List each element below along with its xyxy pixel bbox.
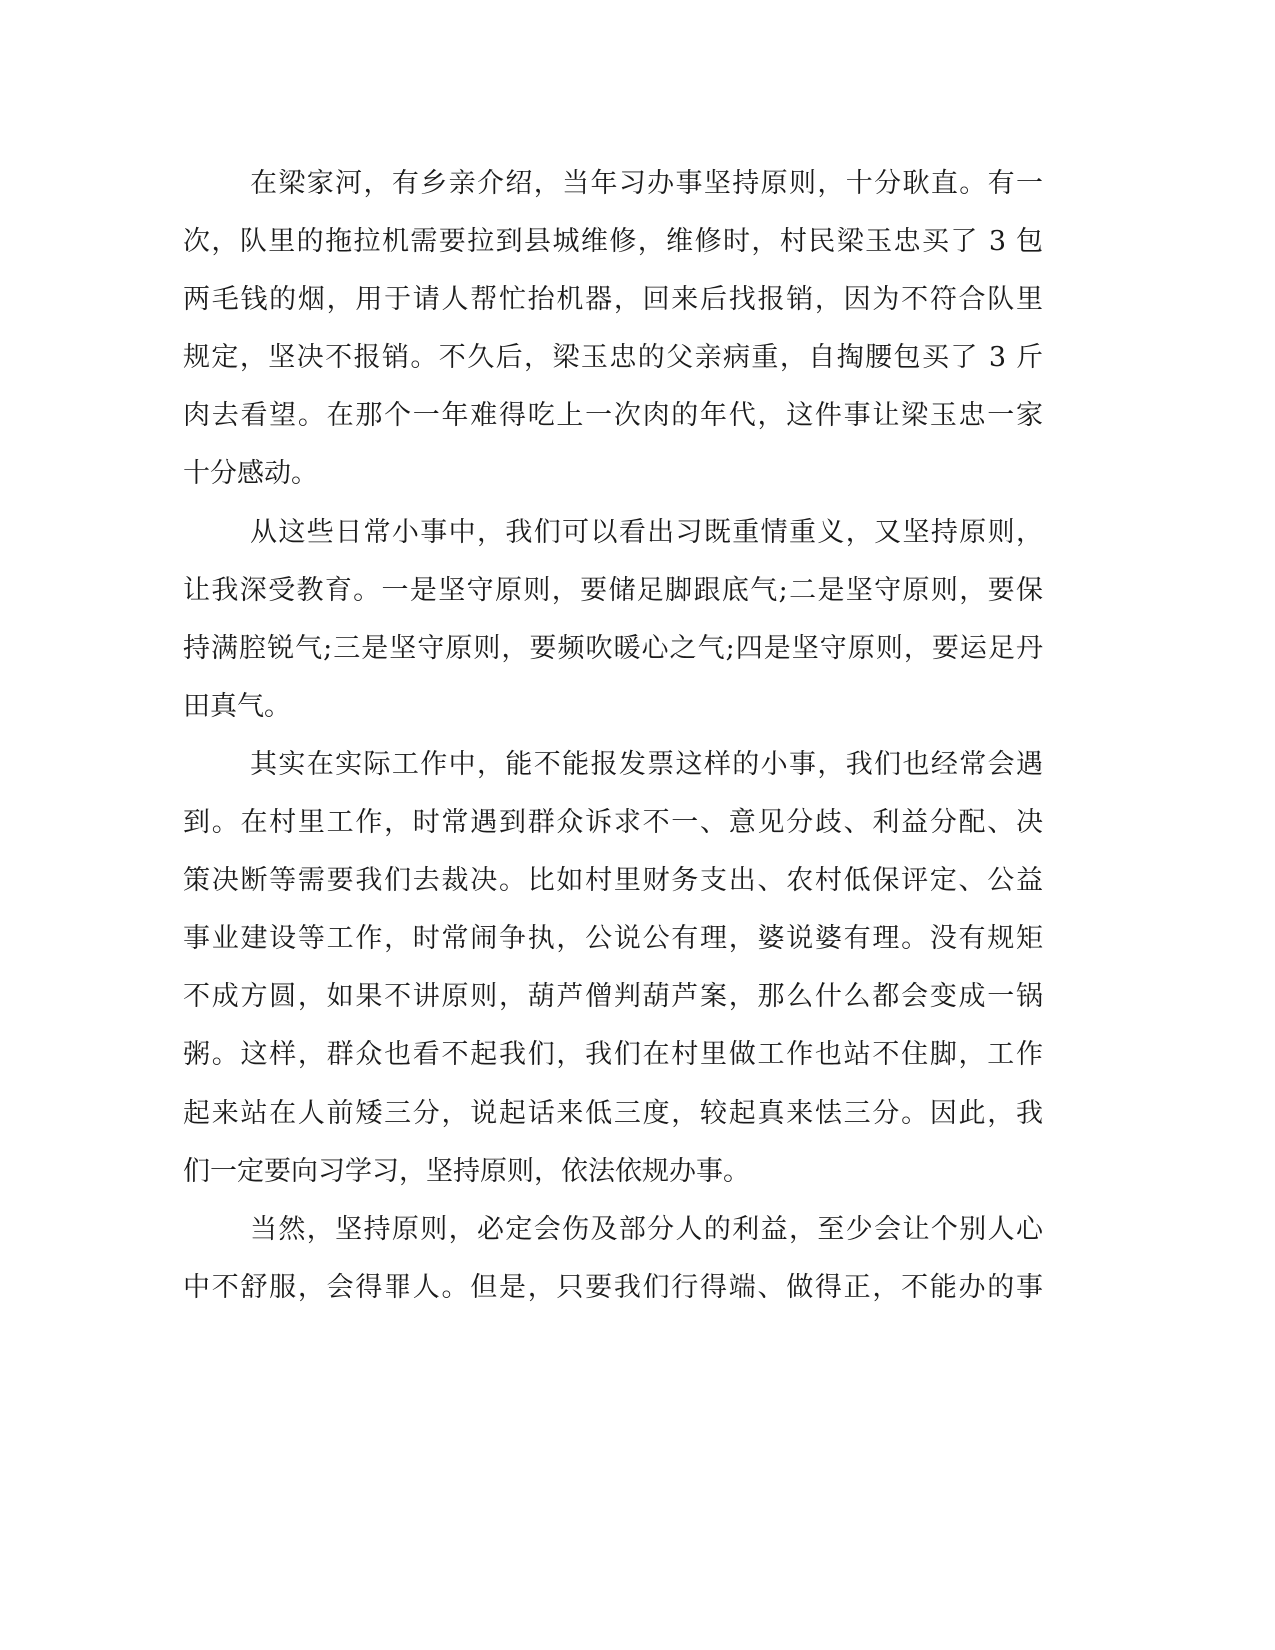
text-line: 十分感动。 bbox=[183, 458, 318, 490]
paragraph bbox=[183, 736, 1043, 1201]
paragraph bbox=[183, 155, 1043, 504]
text-line: 粥。这样，群众也看不起我们，我们在村里做工作也站不住脚，工作 bbox=[183, 1039, 1043, 1071]
document-body bbox=[183, 155, 1043, 1317]
text-line: 策决断等需要我们去裁决。比如村里财务支出、农村低保评定、公益 bbox=[183, 865, 1043, 897]
text-line: 当然，坚持原则，必定会伤及部分人的利益，至少会让个别人心 bbox=[250, 1213, 1043, 1245]
text-line: 从这些日常小事中，我们可以看出习既重情重义，又坚持原则， bbox=[250, 516, 1043, 548]
text-line: 们一定要向习学习，坚持原则，依法依规办事。 bbox=[183, 1155, 750, 1187]
text-line: 规定，坚决不报销。不久后，梁玉忠的父亲病重，自掏腰包买了 3 斤 bbox=[183, 342, 1043, 374]
paragraph bbox=[183, 1201, 1043, 1317]
text-line: 不成方圆，如果不讲原则，葫芦僧判葫芦案，那么什么都会变成一锅 bbox=[183, 981, 1043, 1013]
text-line: 中不舒服，会得罪人。但是，只要我们行得端、做得正，不能办的事 bbox=[183, 1271, 1043, 1303]
paragraph bbox=[183, 504, 1043, 736]
text-line: 到。在村里工作，时常遇到群众诉求不一、意见分歧、利益分配、决 bbox=[183, 807, 1043, 839]
text-line: 次，队里的拖拉机需要拉到县城维修，维修时，村民梁玉忠买了 3 包 bbox=[183, 226, 1043, 258]
text-line: 起来站在人前矮三分，说起话来低三度，较起真来怯三分。因此，我 bbox=[183, 1097, 1043, 1129]
text-line: 在梁家河，有乡亲介绍，当年习办事坚持原则，十分耿直。有一 bbox=[250, 168, 1043, 199]
text-line: 持满腔锐气;三是坚守原则，要频吹暖心之气;四是坚守原则，要运足丹 bbox=[183, 632, 1043, 664]
text-line: 让我深受教育。一是坚守原则，要储足脚跟底气;二是坚守原则，要保 bbox=[183, 574, 1043, 606]
text-line: 其实在实际工作中，能不能报发票这样的小事，我们也经常会遇 bbox=[250, 748, 1043, 780]
text-line: 事业建设等工作，时常闹争执，公说公有理，婆说婆有理。没有规矩 bbox=[183, 923, 1043, 955]
text-line: 田真气。 bbox=[183, 690, 291, 722]
text-line: 两毛钱的烟，用于请人帮忙抬机器，回来后找报销，因为不符合队里 bbox=[183, 284, 1043, 316]
text-line: 肉去看望。在那个一年难得吃上一次肉的年代，这件事让梁玉忠一家 bbox=[183, 400, 1043, 432]
